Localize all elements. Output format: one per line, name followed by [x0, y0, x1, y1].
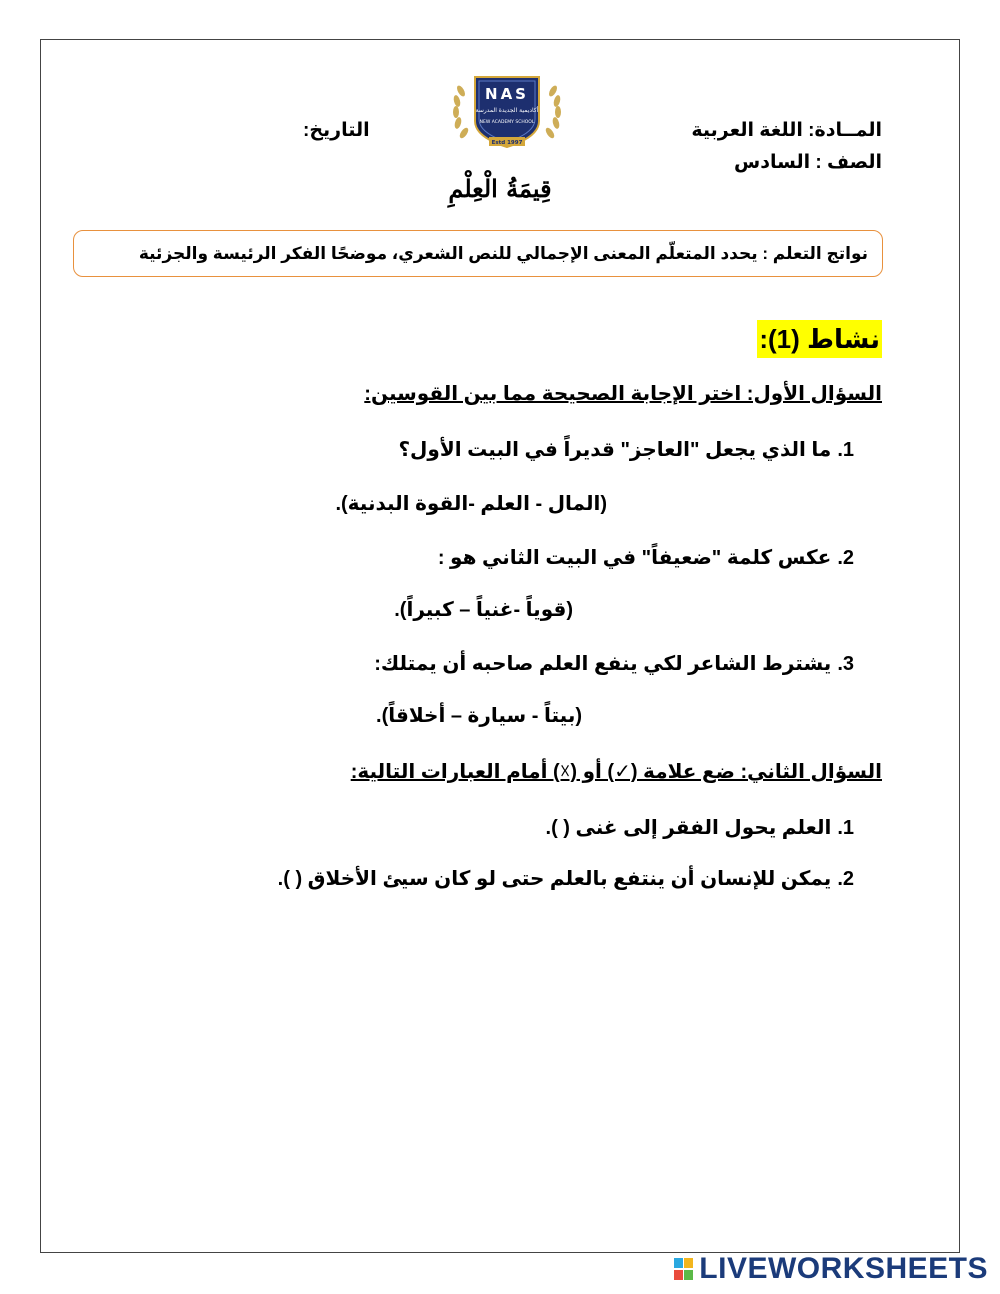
- item-text: يشترط الشاعر لكي ينفع العلم صاحبه أن يمتلك:: [374, 653, 832, 675]
- subject-label: المــادة: اللغة العربية: [691, 120, 882, 141]
- learning-outcome-box: [73, 230, 883, 277]
- q2-item-1[interactable]: [546, 815, 854, 840]
- page-border: [40, 39, 960, 1253]
- item-number: 3.: [837, 653, 854, 675]
- q1-item-1: [398, 437, 854, 462]
- logo-english-name: NEW ACADEMY SCHOOL: [479, 120, 535, 125]
- item-number: 1.: [837, 817, 854, 839]
- page-title: قِيمَةُ الْعِلْمِ: [448, 174, 552, 203]
- liveworksheets-logo-icon: [673, 1256, 695, 1282]
- item-text: ما الذي يجعل "العاجز" قديراً في البيت الأول؟: [398, 439, 832, 461]
- q1-item-2: [438, 545, 854, 570]
- item-text: العلم يحول الفقر إلى غنى ( ).: [545, 817, 832, 839]
- school-logo: [447, 71, 567, 155]
- item-number: 1.: [837, 439, 854, 461]
- logo-ribbon: Estd 1997: [491, 140, 523, 146]
- logo-arabic-name: أكاديمية الجديدة المدرسة: [475, 107, 539, 114]
- question1-heading: السؤال الأول: اختر الإجابة الصحيحة مما بين القوسين:: [364, 383, 882, 405]
- logo-acronym: NAS: [485, 85, 529, 103]
- date-label: التاريخ:: [303, 120, 370, 141]
- item-number: 2.: [837, 868, 854, 890]
- activity-title: نشاط (1):: [757, 320, 882, 358]
- grade-label: الصف : السادس: [734, 152, 882, 173]
- q1-item-3-options[interactable]: (بيتاً - سيارة – أخلاقاً).: [376, 705, 582, 727]
- q1-item-1-options[interactable]: (المال - العلم -القوة البدنية).: [335, 493, 607, 515]
- liveworksheets-brand[interactable]: [673, 1252, 988, 1286]
- learning-outcome-text: نواتج التعلم : يحدد المتعلّم المعنى الإجمالي للنص الشعري، موضحًا الفكر الرئيسة والجزئية: [138, 243, 868, 263]
- item-number: 2.: [837, 547, 854, 569]
- q2-item-2[interactable]: [278, 866, 854, 891]
- liveworksheets-brand-text: LIVEWORKSHEETS: [699, 1252, 988, 1285]
- q1-item-2-options[interactable]: (قوياً -غنياً – كبيراً).: [394, 599, 573, 621]
- item-text: عكس كلمة "ضعيفاً" في البيت الثاني هو :: [437, 547, 832, 569]
- question2-heading: السؤال الثاني: ضع علامة (✓) أو (☓) أمام العبارات التالية:: [350, 761, 882, 783]
- q1-item-3: [374, 651, 854, 676]
- item-text: يمكن للإنسان أن ينتفع بالعلم حتى لو كان سيئ الأخلاق ( ).: [277, 868, 832, 890]
